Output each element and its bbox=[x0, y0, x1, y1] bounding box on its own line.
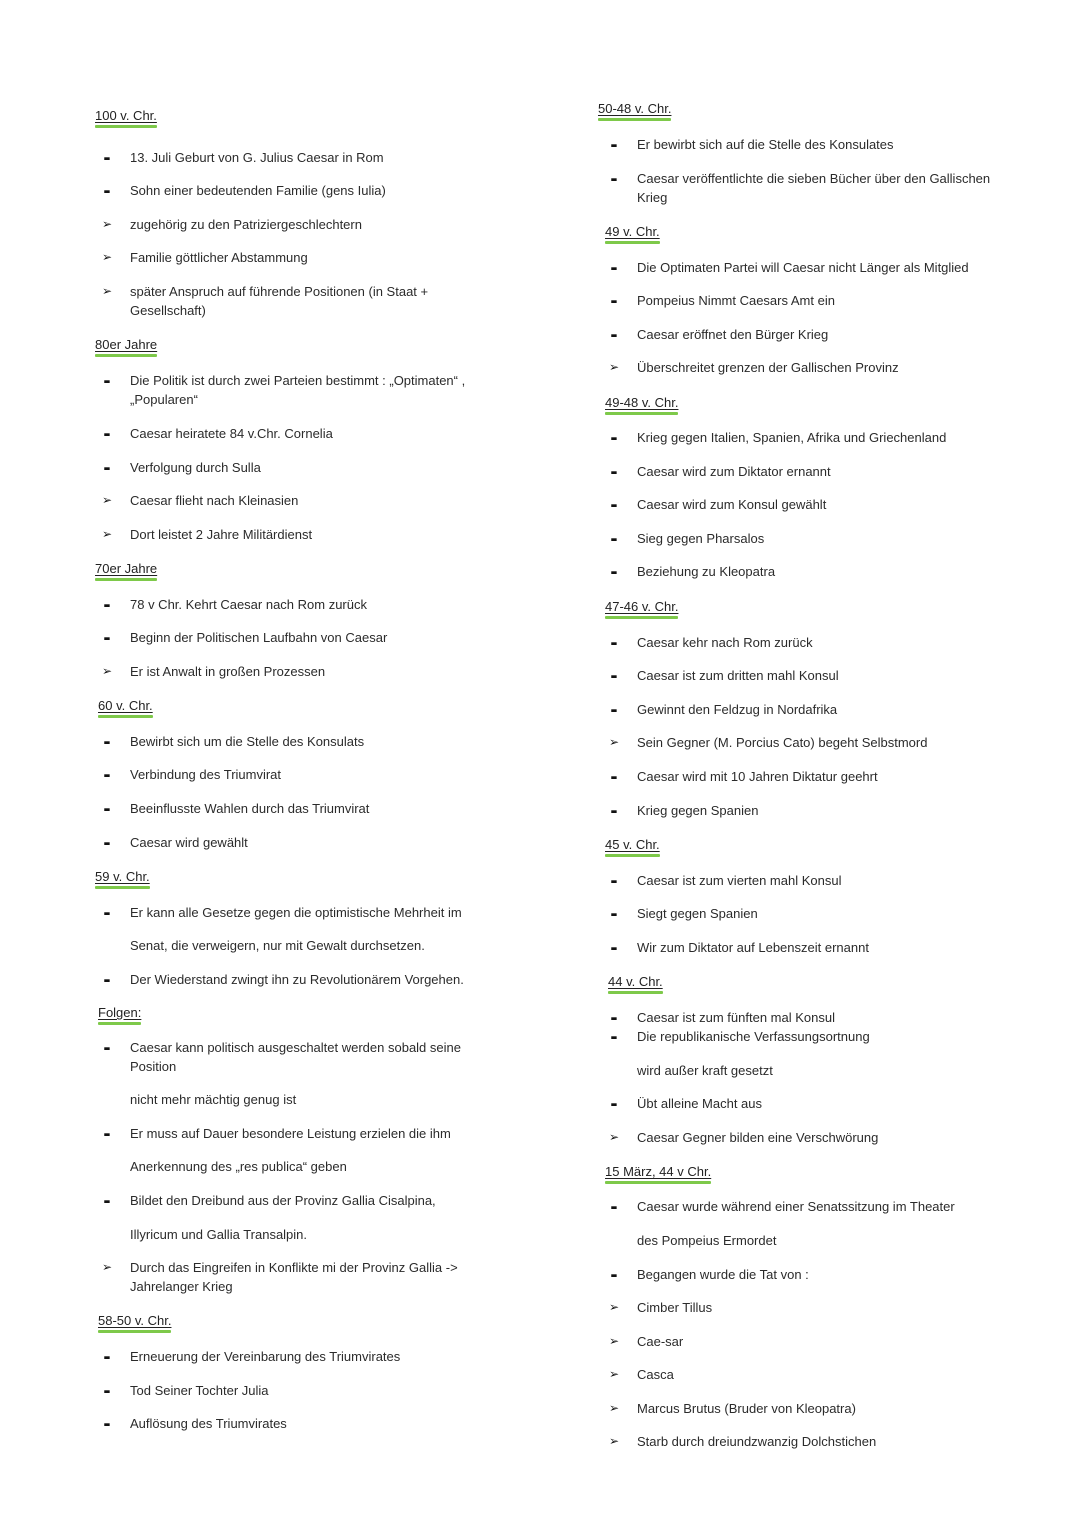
list-item-text: Beginn der Politischen Laufbahn von Caesar bbox=[130, 630, 388, 645]
list-item-text: Er bewirbt sich auf die Stelle des Konsulates bbox=[637, 137, 894, 152]
list-item bbox=[611, 1265, 809, 1284]
arrow-bullet-icon: ➢ bbox=[608, 735, 620, 749]
list-item bbox=[637, 1061, 773, 1080]
list-item bbox=[130, 1057, 176, 1076]
bullet-icon: ▬ bbox=[104, 974, 110, 984]
bullet-icon: ▬ bbox=[611, 499, 617, 509]
list-item bbox=[104, 1414, 287, 1433]
list-item-text: 13. Juli Geburt von G. Julius Caesar in Rom bbox=[130, 150, 384, 165]
bullet-icon: ▬ bbox=[104, 152, 110, 162]
list-item-text: Pompeius Nimmt Caesars Amt ein bbox=[637, 293, 835, 308]
section-heading: 70er Jahre bbox=[95, 561, 158, 576]
list-item bbox=[637, 1231, 776, 1250]
list-item bbox=[611, 135, 894, 154]
list-item-text: Übt alleine Macht aus bbox=[637, 1096, 763, 1111]
list-item bbox=[104, 371, 466, 390]
list-item bbox=[611, 666, 839, 685]
arrow-bullet-icon: ➢ bbox=[101, 284, 113, 298]
list-item-text: Auflösung des Triumvirates bbox=[130, 1416, 287, 1431]
bullet-icon: ▬ bbox=[611, 875, 617, 885]
list-item bbox=[611, 258, 969, 277]
list-item bbox=[101, 491, 299, 510]
list-item-text: Gesellschaft) bbox=[130, 303, 206, 318]
list-item-text: Beziehung zu Kleopatra bbox=[637, 564, 776, 579]
list-item bbox=[104, 765, 282, 784]
list-item-text: Caesar kehr nach Rom zurück bbox=[637, 635, 813, 650]
list-item bbox=[104, 181, 386, 200]
bullet-icon: ▬ bbox=[611, 295, 617, 305]
list-item-text: Caesar wird zum Konsul gewählt bbox=[637, 497, 827, 512]
list-item-text: Cimber Tillus bbox=[637, 1300, 713, 1315]
list-item-text: Dort leistet 2 Jahre Militärdienst bbox=[130, 527, 313, 542]
list-item bbox=[101, 525, 313, 544]
list-item bbox=[611, 767, 878, 786]
list-item bbox=[611, 529, 765, 548]
list-item bbox=[611, 938, 869, 957]
list-item-text: Überschreitet grenzen der Gallischen Provinz bbox=[637, 360, 899, 375]
bullet-icon: ▬ bbox=[104, 907, 110, 917]
list-item bbox=[104, 1381, 269, 1400]
bullet-icon: ▬ bbox=[104, 185, 110, 195]
list-item-text: Caesar wurde während einer Senatssitzung im Theater bbox=[637, 1199, 955, 1214]
list-item-text: Anerkennung des „res publica“ geben bbox=[130, 1159, 347, 1174]
list-item bbox=[637, 188, 667, 207]
section-heading: 49-48 v. Chr. bbox=[605, 395, 679, 410]
list-item-text: Senat, die verweigern, nur mit Gewalt durchsetzen. bbox=[130, 938, 425, 953]
bullet-icon: ▬ bbox=[611, 1031, 617, 1041]
list-item-text: Caesar veröffentlichte die sieben Bücher über den Gallischen bbox=[637, 171, 991, 186]
list-item bbox=[104, 1124, 451, 1143]
list-item-text: Caesar Gegner bilden eine Verschwörung bbox=[637, 1130, 879, 1145]
list-item bbox=[611, 801, 759, 820]
arrow-bullet-icon: ➢ bbox=[608, 1130, 620, 1144]
arrow-bullet-icon: ➢ bbox=[608, 1401, 620, 1415]
list-item-text: Caesar wird gewählt bbox=[130, 835, 248, 850]
arrow-bullet-icon: ➢ bbox=[608, 360, 620, 374]
section-heading: 15 März, 44 v Chr. bbox=[605, 1164, 712, 1179]
list-item bbox=[104, 1038, 461, 1057]
list-item bbox=[611, 325, 829, 344]
bullet-icon: ▬ bbox=[611, 942, 617, 952]
bullet-icon: ▬ bbox=[104, 462, 110, 472]
list-item bbox=[608, 733, 928, 752]
list-item bbox=[130, 390, 198, 409]
list-item bbox=[611, 495, 827, 514]
list-item-text: Caesar ist zum fünften mal Konsul bbox=[637, 1010, 835, 1025]
bullet-icon: ▬ bbox=[104, 1351, 110, 1361]
section-heading: 100 v. Chr. bbox=[95, 108, 157, 123]
bullet-icon: ▬ bbox=[611, 533, 617, 543]
bullet-icon: ▬ bbox=[611, 1201, 617, 1211]
list-item bbox=[104, 970, 464, 989]
bullet-icon: ▬ bbox=[611, 771, 617, 781]
list-item-text: Die Optimaten Partei will Caesar nicht Länger als Mitglied bbox=[637, 260, 969, 275]
list-item bbox=[611, 904, 758, 923]
arrow-bullet-icon: ➢ bbox=[101, 664, 113, 678]
section-heading: 59 v. Chr. bbox=[95, 869, 150, 884]
bullet-icon: ▬ bbox=[104, 803, 110, 813]
bullet-icon: ▬ bbox=[104, 769, 110, 779]
bullet-icon: ▬ bbox=[104, 599, 110, 609]
list-item bbox=[611, 462, 831, 481]
bullet-icon: ▬ bbox=[611, 262, 617, 272]
list-item bbox=[130, 1157, 347, 1176]
list-item bbox=[130, 301, 206, 320]
section-heading: 49 v. Chr. bbox=[605, 224, 660, 239]
list-item-text: Sein Gegner (M. Porcius Cato) begeht Selbstmord bbox=[637, 735, 928, 750]
bullet-icon: ▬ bbox=[611, 1012, 617, 1022]
bullet-icon: ▬ bbox=[611, 466, 617, 476]
list-item-text: wird außer kraft gesetzt bbox=[637, 1063, 773, 1078]
list-item-text: später Anspruch auf führende Positionen (in Staat + bbox=[130, 284, 429, 299]
list-item-text: Illyricum und Gallia Transalpin. bbox=[130, 1227, 308, 1242]
bullet-icon: ▬ bbox=[611, 908, 617, 918]
list-item-text: Cae-sar bbox=[637, 1334, 684, 1349]
section-heading: 60 v. Chr. bbox=[98, 698, 153, 713]
bullet-icon: ▬ bbox=[611, 566, 617, 576]
list-item bbox=[608, 358, 899, 377]
bullet-icon: ▬ bbox=[104, 1128, 110, 1138]
list-item-text: Jahrelanger Krieg bbox=[130, 1279, 233, 1294]
arrow-bullet-icon: ➢ bbox=[608, 1300, 620, 1314]
list-item bbox=[611, 1094, 763, 1113]
list-item-text: Caesar kann politisch ausgeschaltet werden sobald seine bbox=[130, 1040, 461, 1055]
arrow-bullet-icon: ➢ bbox=[101, 217, 113, 231]
bullet-icon: ▬ bbox=[104, 837, 110, 847]
bullet-icon: ▬ bbox=[104, 736, 110, 746]
list-item-text: Caesar flieht nach Kleinasien bbox=[130, 493, 299, 508]
bullet-icon: ▬ bbox=[611, 1098, 617, 1108]
list-item bbox=[608, 1298, 713, 1317]
list-item-text: 78 v Chr. Kehrt Caesar nach Rom zurück bbox=[130, 597, 367, 612]
list-item bbox=[101, 248, 308, 267]
arrow-bullet-icon: ➢ bbox=[101, 527, 113, 541]
section-heading: 58-50 v. Chr. bbox=[98, 1313, 172, 1328]
list-item bbox=[101, 662, 326, 681]
arrow-bullet-icon: ➢ bbox=[101, 493, 113, 507]
list-item-text: Caesar ist zum dritten mahl Konsul bbox=[637, 668, 839, 683]
list-item-text: Beeinflusste Wahlen durch das Triumvirat bbox=[130, 801, 370, 816]
list-item bbox=[611, 562, 776, 581]
list-item bbox=[130, 1277, 233, 1296]
list-item-text: Begangen wurde die Tat von : bbox=[637, 1267, 809, 1282]
list-item bbox=[608, 1332, 684, 1351]
list-item-text: Erneuerung der Vereinbarung des Triumvirates bbox=[130, 1349, 401, 1364]
list-item-text: Durch das Eingreifen in Konflikte mi der Provinz Gallia -> bbox=[130, 1260, 458, 1275]
section-heading: 45 v. Chr. bbox=[605, 837, 660, 852]
list-item-text: Gewinnt den Feldzug in Nordafrika bbox=[637, 702, 838, 717]
list-item bbox=[104, 458, 261, 477]
bullet-icon: ▬ bbox=[611, 1269, 617, 1279]
arrow-bullet-icon: ➢ bbox=[608, 1367, 620, 1381]
list-item bbox=[608, 1399, 856, 1418]
bullet-icon: ▬ bbox=[104, 428, 110, 438]
list-item-text: Tod Seiner Tochter Julia bbox=[130, 1383, 269, 1398]
list-item bbox=[608, 1128, 879, 1147]
list-item bbox=[104, 799, 370, 818]
section-heading: 50-48 v. Chr. bbox=[598, 101, 672, 116]
list-item-text: Siegt gegen Spanien bbox=[637, 906, 758, 921]
list-item bbox=[104, 833, 248, 852]
list-item bbox=[130, 936, 425, 955]
list-item bbox=[611, 1027, 870, 1046]
bullet-icon: ▬ bbox=[611, 670, 617, 680]
bullet-icon: ▬ bbox=[611, 637, 617, 647]
arrow-bullet-icon: ➢ bbox=[608, 1434, 620, 1448]
bullet-icon: ▬ bbox=[104, 375, 110, 385]
list-item bbox=[608, 1432, 877, 1451]
list-item-text: Caesar wird zum Diktator ernannt bbox=[637, 464, 831, 479]
list-item bbox=[101, 282, 429, 301]
list-item bbox=[608, 1365, 674, 1384]
list-item bbox=[104, 595, 367, 614]
list-item bbox=[611, 1197, 955, 1216]
section-heading: 44 v. Chr. bbox=[608, 974, 663, 989]
list-item-text: Er ist Anwalt in großen Prozessen bbox=[130, 664, 326, 679]
list-item-text: Der Wiederstand zwingt ihn zu Revolutionärem Vorgehen. bbox=[130, 972, 464, 987]
list-item-text: zugehörig zu den Patriziergeschlechtern bbox=[130, 217, 362, 232]
list-item bbox=[611, 871, 842, 890]
arrow-bullet-icon: ➢ bbox=[101, 250, 113, 264]
list-item-text: Caesar heiratete 84 v.Chr. Cornelia bbox=[130, 426, 333, 441]
list-item bbox=[104, 424, 333, 443]
list-item bbox=[611, 428, 947, 447]
bullet-icon: ▬ bbox=[104, 1042, 110, 1052]
list-item bbox=[611, 633, 813, 652]
list-item-text: Verbindung des Triumvirat bbox=[130, 767, 282, 782]
bullet-icon: ▬ bbox=[104, 1385, 110, 1395]
list-item-text: Krieg gegen Italien, Spanien, Afrika und Griechenland bbox=[637, 430, 947, 445]
list-item bbox=[104, 148, 384, 167]
bullet-icon: ▬ bbox=[611, 139, 617, 149]
section-heading: Folgen: bbox=[98, 1005, 142, 1020]
list-item-text: des Pompeius Ermordet bbox=[637, 1233, 777, 1248]
list-item bbox=[104, 1347, 401, 1366]
list-item-text: Bildet den Dreibund aus der Provinz Gallia Cisalpina, bbox=[130, 1193, 436, 1208]
list-item-text: Sieg gegen Pharsalos bbox=[637, 531, 765, 546]
list-item-text: Er muss auf Dauer besondere Leistung erzielen die ihm bbox=[130, 1126, 451, 1141]
list-item-text: Bewirbt sich um die Stelle des Konsulats bbox=[130, 734, 365, 749]
list-item bbox=[101, 1258, 458, 1277]
list-item bbox=[611, 700, 838, 719]
list-item bbox=[130, 1225, 307, 1244]
list-item-text: nicht mehr mächtig genug ist bbox=[130, 1092, 297, 1107]
list-item-text: Position bbox=[130, 1059, 177, 1074]
list-item-text: Starb durch dreiundzwanzig Dolchstichen bbox=[637, 1434, 877, 1449]
list-item-text: Krieg gegen Spanien bbox=[637, 803, 759, 818]
bullet-icon: ▬ bbox=[104, 1418, 110, 1428]
list-item-text: Er kann alle Gesetze gegen die optimistische Mehrheit im bbox=[130, 905, 462, 920]
arrow-bullet-icon: ➢ bbox=[608, 1334, 620, 1348]
bullet-icon: ▬ bbox=[611, 173, 617, 183]
bullet-icon: ▬ bbox=[611, 704, 617, 714]
list-item bbox=[104, 628, 388, 647]
list-item bbox=[104, 903, 462, 922]
bullet-icon: ▬ bbox=[104, 1195, 110, 1205]
bullet-icon: ▬ bbox=[611, 432, 617, 442]
list-item-text: Die Politik ist durch zwei Parteien bestimmt : „Optimaten“ , bbox=[130, 373, 466, 388]
list-item-text: „Popularen“ bbox=[130, 392, 198, 407]
list-item-text: Caesar eröffnet den Bürger Krieg bbox=[637, 327, 829, 342]
bullet-icon: ▬ bbox=[104, 632, 110, 642]
list-item-text: Die republikanische Verfassungsortnung bbox=[637, 1029, 870, 1044]
list-item-text: Verfolgung durch Sulla bbox=[130, 460, 261, 475]
list-item bbox=[104, 1191, 436, 1210]
list-item-text: Caesar ist zum vierten mahl Konsul bbox=[637, 873, 842, 888]
list-item bbox=[101, 215, 362, 234]
list-item-text: Familie göttlicher Abstammung bbox=[130, 250, 308, 265]
section-heading: 47-46 v. Chr. bbox=[605, 599, 679, 614]
list-item bbox=[104, 732, 365, 751]
bullet-icon: ▬ bbox=[611, 805, 617, 815]
list-item bbox=[130, 1090, 296, 1109]
list-item bbox=[611, 169, 991, 188]
list-item-text: Wir zum Diktator auf Lebenszeit ernannt bbox=[637, 940, 869, 955]
list-item bbox=[611, 291, 835, 310]
list-item bbox=[611, 1008, 835, 1027]
list-item-text: Marcus Brutus (Bruder von Kleopatra) bbox=[637, 1401, 856, 1416]
list-item-text: Sohn einer bedeutenden Familie (gens Iulia) bbox=[130, 183, 386, 198]
bullet-icon: ▬ bbox=[611, 329, 617, 339]
section-heading: 80er Jahre bbox=[95, 337, 158, 352]
arrow-bullet-icon: ➢ bbox=[101, 1260, 113, 1274]
list-item-text: Casca bbox=[637, 1367, 674, 1382]
list-item-text: Krieg bbox=[637, 190, 668, 205]
list-item-text: Caesar wird mit 10 Jahren Diktatur geehrt bbox=[637, 769, 878, 784]
